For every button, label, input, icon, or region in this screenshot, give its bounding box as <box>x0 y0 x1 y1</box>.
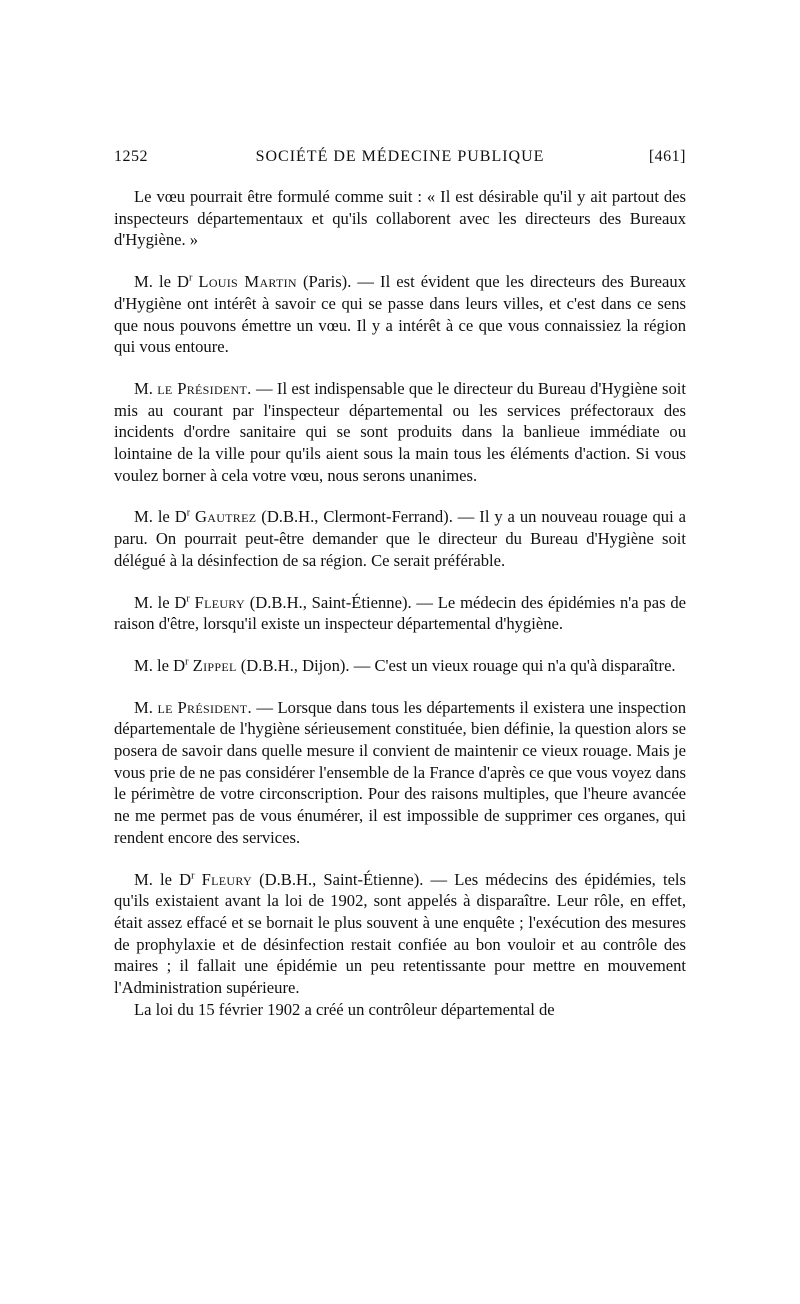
paragraph-text: — C'est un vieux rouage qui n'a qu'à disparaître. <box>353 655 676 675</box>
speaker-name: Louis Martin <box>198 272 297 292</box>
speaker-superscript: r <box>186 507 191 519</box>
paragraph <box>114 655 686 677</box>
paragraph-text: — Les médecins des épidémies, tels qu'ils existaient avant la loi de 1902, sont appelés à disparaître. Leur rôle, en effet, était assez effacé et se bornait le plus souvent à une enquête ; l'exécution des mesures de prophylaxie et de désinfection restait confiée au bon vouloir et au contrôle des maires ; il fallait une épidémie un peu retentissante pour mettre en mouvement l'Administration supérieure. <box>114 869 686 998</box>
speaker-affiliation: (D.B.H., Saint-Étienne). <box>259 869 424 889</box>
paragraph <box>114 506 686 571</box>
running-header <box>114 148 686 172</box>
body-text <box>114 186 686 1021</box>
speaker-prefix: M. le D <box>134 869 192 889</box>
speaker-name: Fleury <box>201 869 252 889</box>
speaker-superscript: r <box>191 870 195 882</box>
speaker-affiliation: (Paris). <box>302 272 352 292</box>
paragraph-text: — Il y a un nouveau rouage qui a paru. On pourrait peut-être demander que le directeur du Bureau d'Hygiène soit délégué à la désinfection de sa région. Ce serait préférable. <box>114 507 686 570</box>
speaker-name: le Président. <box>157 697 252 717</box>
paragraph-text: — Il est indispensable que le directeur du Bureau d'Hygiène soit mis au courant par l'inspecteur départemental ou les services préfectoraux des incidents d'ordre sanitaire qui se sont produits dans la banlieue immédiate ou lointaine de la ville pour qu'ils aient sous la main tous les éléments d'action. Si vous voulez borner à cela votre vœu, nous serons unanimes. <box>114 378 687 485</box>
paragraph-text: La loi du 15 février 1902 a créé un contrôleur départemental de <box>134 999 555 1019</box>
speaker-name: Gautrez <box>194 507 257 527</box>
speaker-prefix: M. le D <box>134 655 186 675</box>
paragraph-text: — Le médecin des épidémies n'a pas de raison d'être, lorsqu'il existe un inspecteur départemental d'hygiène. <box>114 592 686 634</box>
page-number: 1252 <box>114 148 148 165</box>
paragraph <box>114 271 686 358</box>
speaker-affiliation: (D.B.H., Clermont-Ferrand). <box>261 507 453 527</box>
speaker-superscript: r <box>186 593 190 605</box>
section-reference: [461] <box>648 148 686 165</box>
speaker-affiliation: (D.B.H., Dijon). <box>240 655 350 675</box>
speaker-name: Fleury <box>194 592 245 612</box>
paragraph <box>114 378 686 487</box>
speaker-superscript: r <box>188 272 193 284</box>
speaker-prefix: M. <box>134 697 153 717</box>
paragraph-text: — Il est évident que les directeurs des Bureaux d'Hygiène ont intérêt à savoir ce qui se passe dans leurs villes, et c'est dans ce sens que nous pouvons émettre un vœu. Il y a intérêt à ce que vous connaissiez la région qui vous entoure. <box>114 272 686 357</box>
paragraph <box>114 592 686 635</box>
paragraph <box>114 869 686 999</box>
paragraph <box>114 186 686 251</box>
speaker-name: le Président. <box>157 378 252 398</box>
speaker-prefix: M. le D <box>134 507 187 527</box>
speaker-name: Zippel <box>192 655 237 675</box>
paragraph <box>114 697 686 849</box>
running-title: SOCIÉTÉ DE MÉDECINE PUBLIQUE <box>255 148 545 165</box>
paragraph <box>114 999 686 1021</box>
paragraph-text: Le vœu pourrait être formulé comme suit : « Il est désirable qu'il y ait partout des inspecteurs départementaux et qu'ils collaborent avec les directeurs des Bureaux d'Hygiène. » <box>114 187 686 250</box>
speaker-superscript: r <box>185 656 189 668</box>
paragraph-text: — Lorsque dans tous les départements il existera une inspection départementale de l'hygiène sérieusement constituée, bien définie, la question alors se posera de savoir dans quelle mesure il convient de maintenir ce vieux rouage. Mais je vous prie de ne pas considérer l'ensemble de la France d'après ce que vous voyez dans le périmètre de votre circonscription. Pour des raisons multiples, que l'heure avancée ne me permet pas de vous énumérer, il est impossible de supprimer ces organes, qui rendent encore des services. <box>114 697 686 847</box>
speaker-prefix: M. le D <box>134 592 187 612</box>
speaker-affiliation: (D.B.H., Saint-Étienne). <box>249 592 412 612</box>
speaker-prefix: M. <box>134 378 153 398</box>
speaker-prefix: M. le D <box>134 272 189 292</box>
